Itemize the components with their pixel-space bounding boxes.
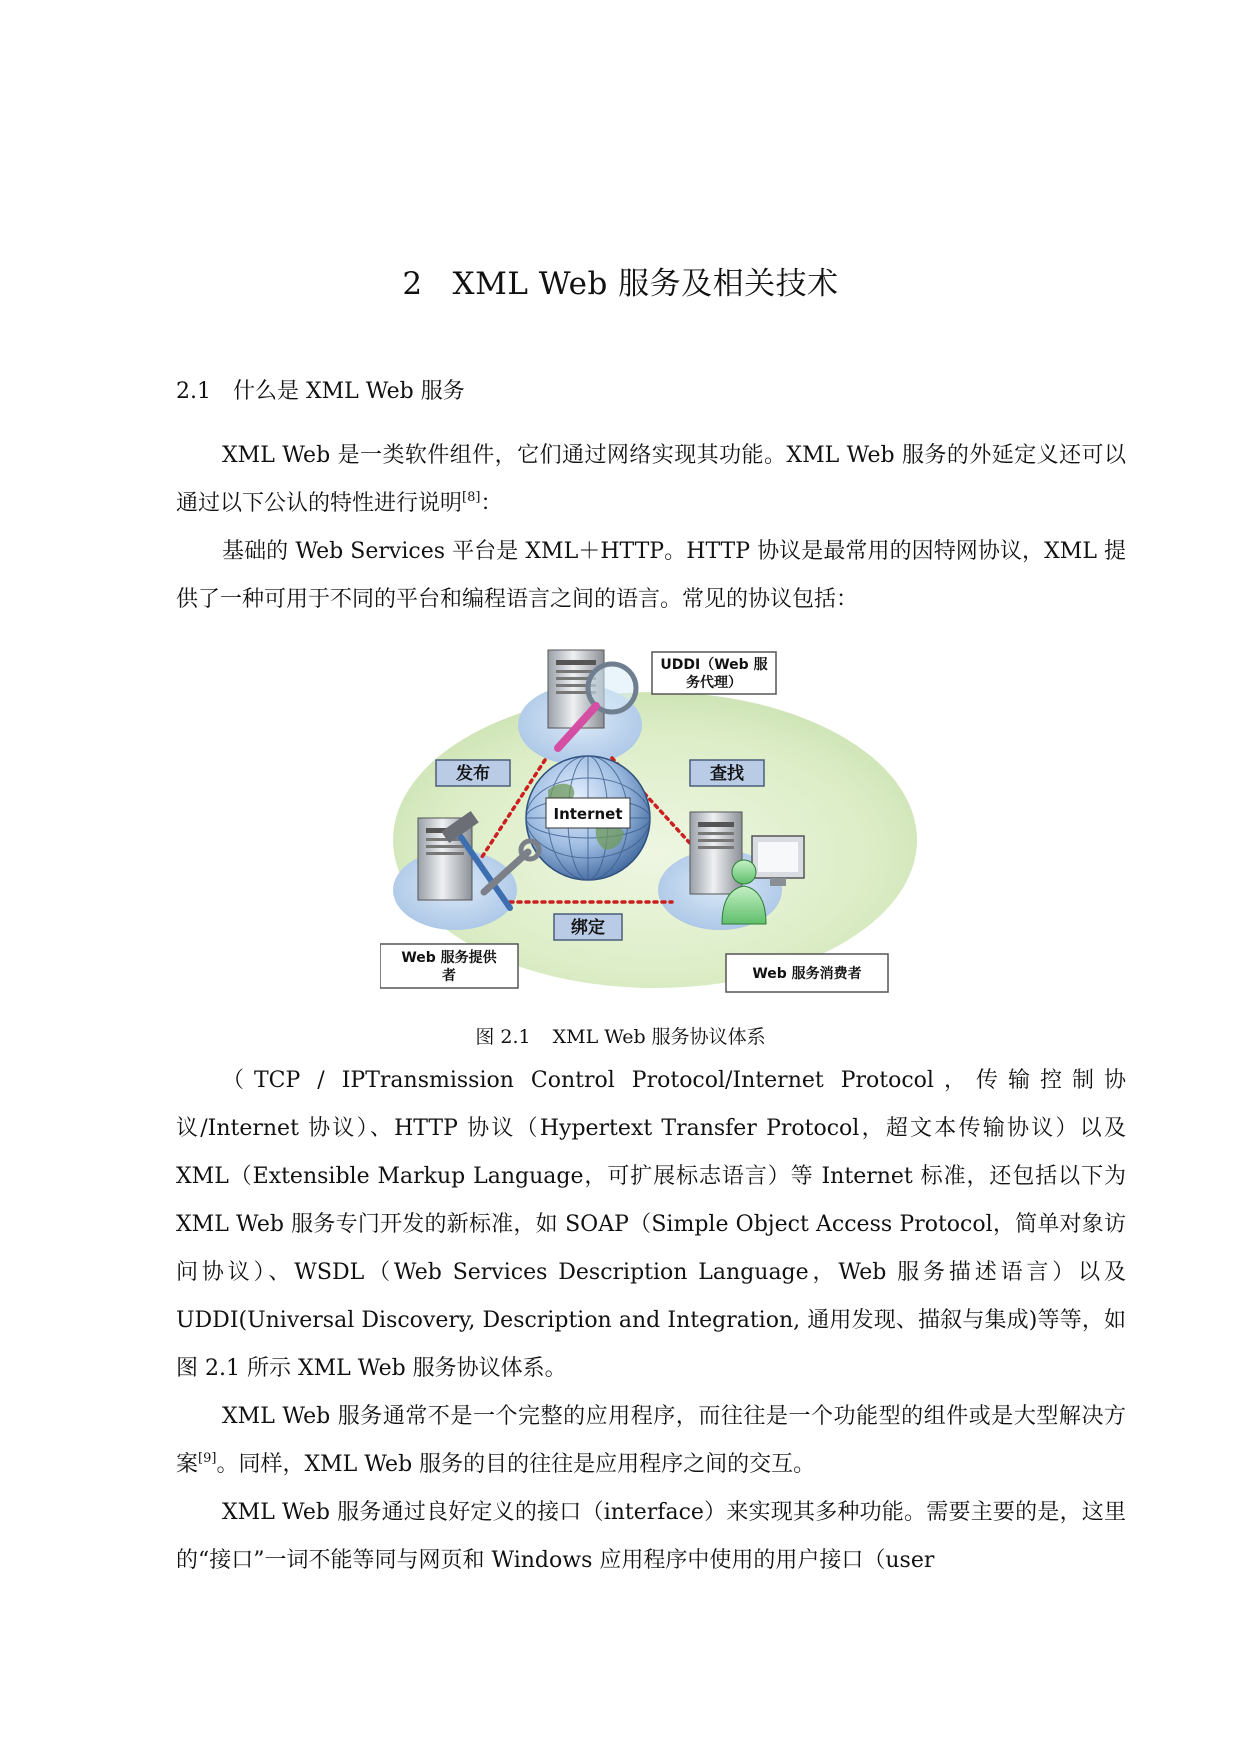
citation-9: [9] xyxy=(198,1451,217,1466)
figure-caption-text: XML Web 服务协议体系 xyxy=(552,1026,766,1048)
publish-label: 发布 xyxy=(456,764,490,784)
consumer-label-box xyxy=(726,954,888,992)
find-label: 查找 xyxy=(710,764,744,784)
uddi-label-box xyxy=(652,652,776,694)
section-number: 2.1 xyxy=(176,379,211,404)
section-title-text: 什么是 XML Web 服务 xyxy=(233,379,465,404)
paragraph-2: 基础的 Web Services 平台是 XML＋HTTP。HTTP 协议是最常用的因特网协议，XML 提供了一种可用于不同的平台和编程语言之间的语言。常见的协议包括： xyxy=(176,539,1126,612)
monitor-icon xyxy=(752,836,804,886)
protocol-diagram xyxy=(380,640,950,1012)
bind-label: 绑定 xyxy=(571,918,605,938)
publish-label-box xyxy=(436,760,510,786)
figure-caption xyxy=(0,1022,1241,1049)
paragraph-5: XML Web 服务通过良好定义的接口（interface）来实现其多种功能。需要主要的是，这里的“接口”一词不能等同与网页和 Windows 应用程序中使用的用户接口（user xyxy=(176,1500,1126,1573)
citation-8: [8] xyxy=(462,490,481,505)
uddi-label-line1: UDDI（Web 服 xyxy=(660,657,768,673)
paragraph-1: XML Web 是一类软件组件，它们通过网络实现其功能。XML Web 服务的外延定义还可以通过以下公认的特性进行说明[8]： xyxy=(176,443,1126,516)
paragraph-4: XML Web 服务通常不是一个完整的应用程序，而往往是一个功能型的组件或是大型解决方案[9]。同样，XML Web 服务的目的往往是应用程序之间的交互。 xyxy=(176,1404,1126,1477)
provider-label-line2: 者 xyxy=(442,968,456,984)
consumer-label: Web 服务消费者 xyxy=(752,966,862,982)
find-label-box xyxy=(690,760,764,786)
chapter-number: 2 xyxy=(402,266,423,302)
internet-globe-icon xyxy=(526,756,650,880)
internet-label: Internet xyxy=(553,805,623,823)
section-heading xyxy=(176,374,465,405)
provider-label-box xyxy=(380,944,518,988)
chapter-title-text: XML Web 服务及相关技术 xyxy=(452,266,839,302)
provider-label-line1: Web 服务提供 xyxy=(401,950,497,966)
protocol-diagram-svg xyxy=(380,640,950,1012)
consumer-server-icon xyxy=(690,812,742,894)
bind-label-box xyxy=(554,914,622,940)
uddi-label-line2: 务代理） xyxy=(686,675,742,691)
figure-caption-number: 图 2.1 xyxy=(475,1026,531,1048)
paragraph-3: （TCP / IPTransmission Control Protocol/Internet Protocol，传输控制协议/Internet 协议）、HTTP 协议（Hypertext Transfer Protocol，超文本传输协议）以及 XML（Extensible Markup Language，可扩展标志语言）等 Internet 标准，还包括以下为 XML Web 服务专门开发的新标准，如 SOAP（Simple Object Access Protocol，简单对象访问协议）、WSDL（Web Services Description Language，Web 服务描述语言）以及 UDDI(Universal Discovery, Description and Integration, 通用发现、描叙与集成)等等，如图 2.1 所示 XML Web 服务协议体系。 xyxy=(176,1068,1126,1381)
chapter-title xyxy=(0,258,1241,303)
